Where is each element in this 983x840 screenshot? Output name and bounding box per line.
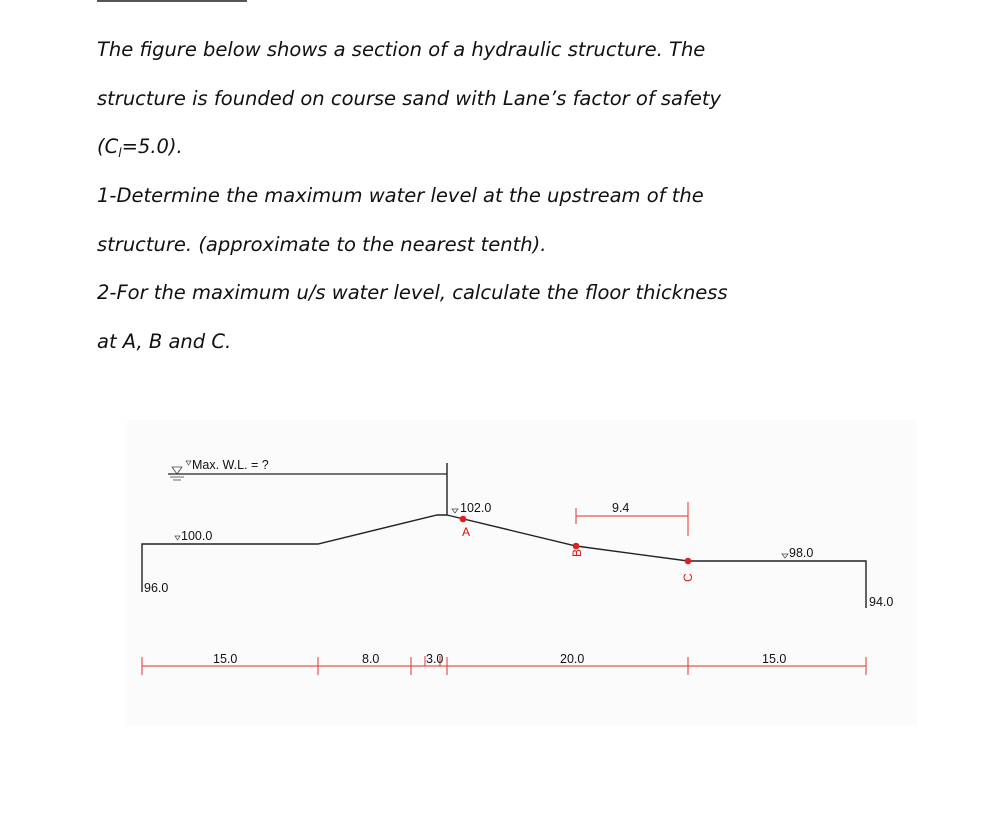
question-1-line-1: 1-Determine the maximum water level at the upstream of the [97,184,704,208]
max-water-level-label: Max. W.L. = ? [192,458,269,472]
question-2-line-1: 2-For the maximum u/s water level, calculate the floor thickness [97,281,728,305]
dimension-3-label: 3.0 [426,652,444,666]
level-100-label: 100.0 [181,529,213,543]
problem-line-2: structure is founded on course sand with Lane’s factor of safety [97,86,722,110]
dimension-9-4 [576,502,688,536]
safety-factor-prefix: (C [97,135,119,159]
safety-factor-subscript: l [118,146,122,161]
point-a-marker [460,516,467,523]
dimension-20-label: 20.0 [560,652,585,666]
dimension-15-right-label: 15.0 [762,652,787,666]
structure-profile [142,463,866,608]
dimension-15-left-label: 15.0 [213,652,238,666]
question-2-line-2: at A, B and C. [97,330,232,354]
point-b-label: B [570,548,584,557]
question-1-line-2: structure. (approximate to the nearest tenth). [97,232,547,256]
point-a-label: A [462,525,471,539]
level-98-label: 98.0 [789,546,814,560]
level-94-label: 94.0 [869,595,894,609]
water-level-icon [172,467,182,474]
max-water-level [168,458,447,480]
level-102-label: 102.0 [460,501,492,515]
bottom-dimension-line [142,656,866,675]
safety-factor-value: =5.0). [121,135,183,159]
dimension-8-label: 8.0 [362,652,380,666]
point-c-label: C [681,573,695,582]
level-96-label: 96.0 [144,581,169,595]
dimension-9-4-label: 9.4 [612,501,630,515]
problem-line-1: The figure below shows a section of a hydraulic structure. The [97,38,706,61]
point-c-marker [685,558,692,565]
point-b-marker [573,543,580,550]
